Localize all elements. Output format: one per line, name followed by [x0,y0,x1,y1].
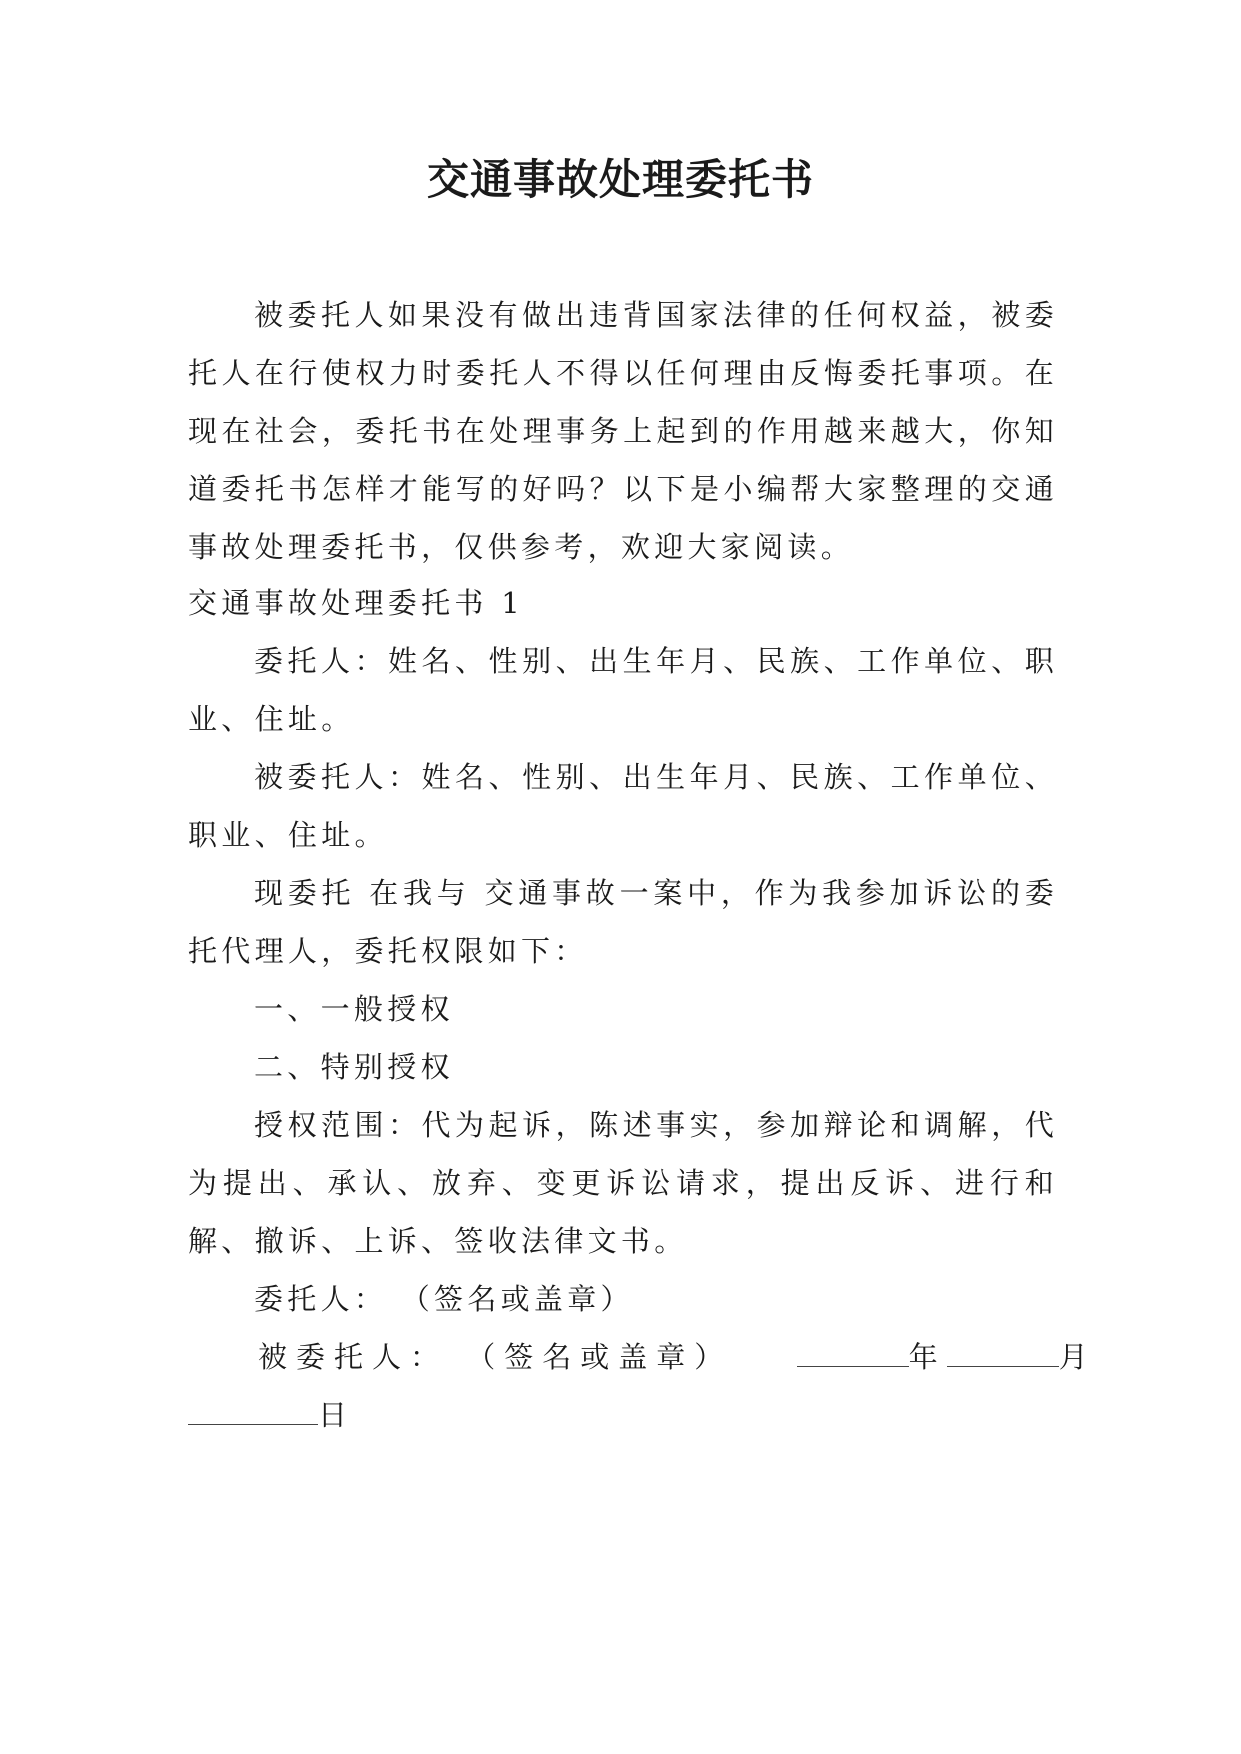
intro-paragraph: 被委托人如果没有做出违背国家法律的任何权益，被委托人在行使权力时委托人不得以任何理由反悔委托事项。在现在社会，委托书在处理事务上起到的作用越来越大，你知道委托书怎样才能写的好吗？以下是小编帮大家整理的交通事故处理委托书，仅供参考，欢迎大家阅读。 [188,298,1058,564]
agent-signature-label: 被委托人： （签名或盖章） [258,1340,733,1374]
section-heading: 交通事故处理委托书 1 [188,586,524,620]
principal-signature-line: 委托人： （签名或盖章） [254,1282,634,1316]
general-authorization-item: 一、一般授权 [254,992,454,1026]
day-blank [188,1400,318,1425]
month-label: 月 [1058,1340,1097,1374]
day-line [188,1386,351,1444]
principal-paragraph: 委托人：姓名、性别、出生年月、民族、工作单位、职业、住址。 [188,644,1058,736]
document-title: 交通事故处理委托书 [426,155,814,204]
entrust-paragraph: 现委托 在我与 交通事故一案中，作为我参加诉讼的委托代理人，委托权限如下： [188,876,1058,968]
day-label: 日 [318,1398,352,1432]
year-blank [797,1342,909,1367]
special-authorization-item: 二、特别授权 [254,1050,454,1084]
year-label: 年 [908,1340,947,1374]
agent-signature-line [258,1328,1097,1386]
month-blank [947,1342,1059,1367]
authorization-scope-paragraph: 授权范围：代为起诉，陈述事实，参加辩论和调解，代为提出、承认、放弃、变更诉讼请求，提出反诉、进行和解、撤诉、上诉、签收法律文书。 [188,1108,1058,1258]
agent-paragraph: 被委托人：姓名、性别、出生年月、民族、工作单位、职业、住址。 [188,760,1058,852]
